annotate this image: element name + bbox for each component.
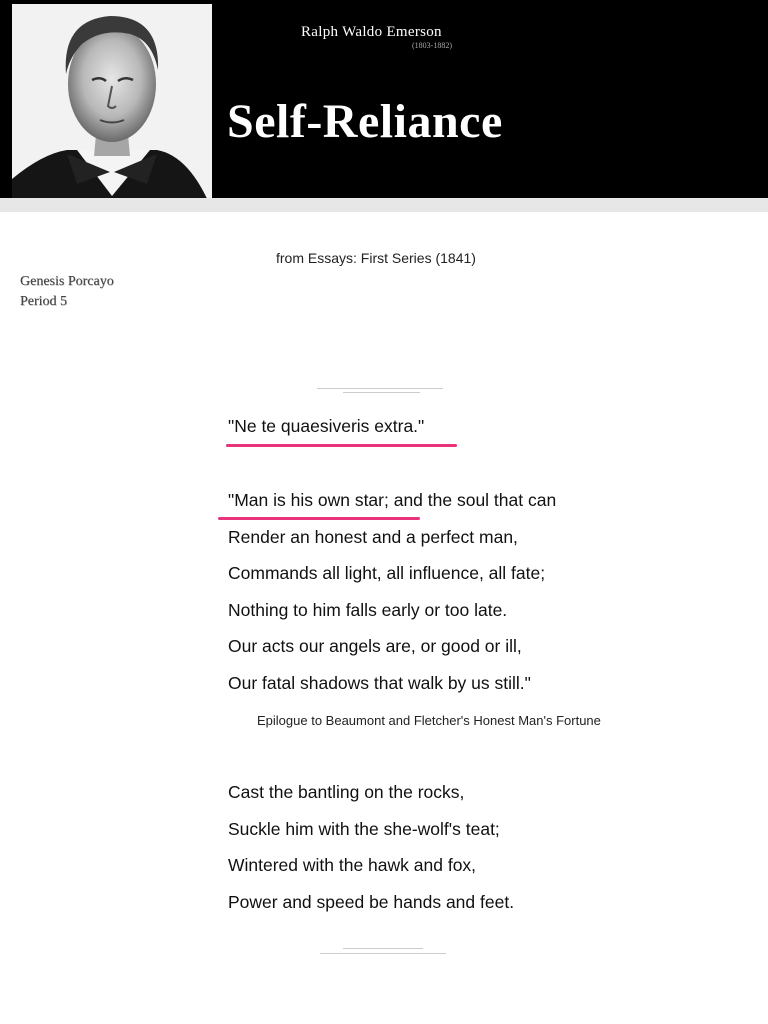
author-portrait-icon	[12, 4, 212, 210]
poem-line: Nothing to him falls early or too late.	[228, 599, 508, 620]
epigraph-poem-one	[228, 482, 556, 701]
poem-line: Commands all light, all influence, all fate;	[228, 563, 546, 583]
section-divider-top-short	[343, 392, 420, 393]
epigraph-attribution: Epilogue to Beaumont and Fletcher's Honest Man's Fortune	[257, 713, 601, 728]
author-name: Ralph Waldo Emerson	[301, 24, 442, 40]
section-divider-bottom	[320, 953, 446, 954]
first-line-highlight-underline	[218, 517, 420, 520]
poem-line: Our acts our angels are, or good or ill,	[228, 636, 522, 656]
poem-line: Power and speed be hands and feet.	[228, 891, 515, 912]
poem-line: Cast the bantling on the rocks,	[228, 782, 465, 802]
motto-quote: "Ne te quaesiveris extra."	[228, 416, 425, 436]
author-dates: (1803-1882)	[412, 41, 452, 50]
header-divider-strip	[0, 198, 768, 212]
poem-line: Wintered with the hawk and fox,	[228, 855, 477, 875]
poem-line: Our fatal shadows that walk by us still."	[228, 672, 531, 693]
student-name: Genesis Porcayo	[20, 274, 114, 289]
header-banner	[0, 0, 768, 198]
epigraph-poem-two	[228, 774, 514, 920]
motto-highlight-underline	[226, 444, 457, 447]
poem-line: Suckle him with the she-wolf's teat;	[228, 818, 500, 839]
section-divider-bottom-short	[343, 948, 423, 949]
page-title: Self-Reliance	[227, 95, 503, 148]
poem-line: Render an honest and a perfect man,	[228, 526, 518, 547]
poem-line: "Man is his own star; and the soul that can	[228, 490, 557, 510]
source-citation: from Essays: First Series (1841)	[276, 250, 476, 266]
student-period: Period 5	[20, 294, 68, 309]
student-info	[20, 272, 114, 312]
section-divider-top	[317, 388, 443, 389]
